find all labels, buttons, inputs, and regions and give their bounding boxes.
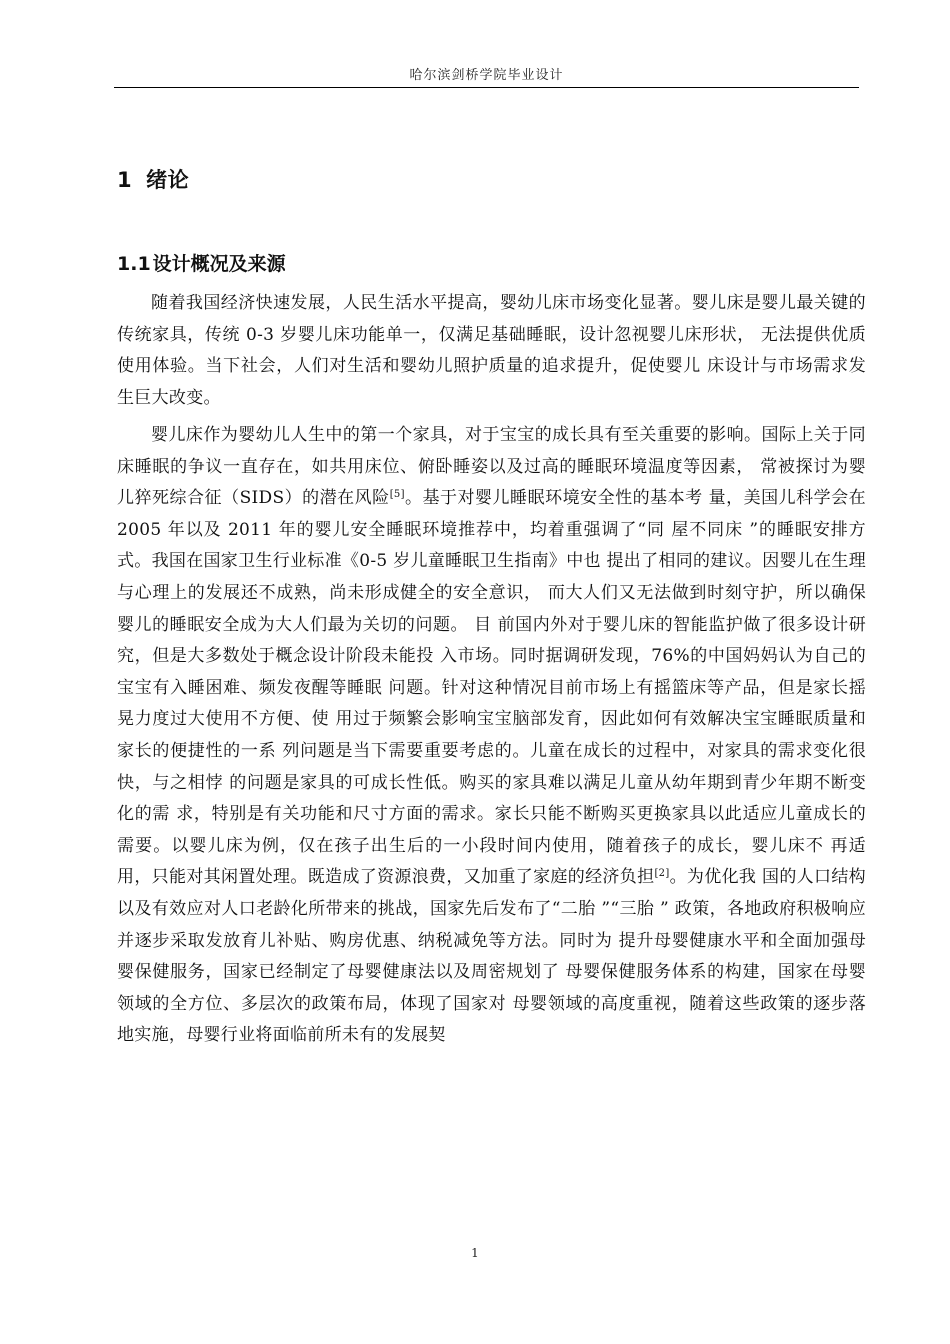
chapter-heading	[117, 164, 189, 194]
citation-5: [5]	[389, 489, 405, 501]
section-heading	[117, 249, 286, 276]
section-title: 设计概况及来源	[152, 253, 286, 275]
paragraph-2	[117, 420, 866, 1052]
chapter-title: 绪论	[146, 168, 190, 192]
citation-2: [2]	[654, 868, 670, 880]
paragraph-2-part-b: 。基于对婴儿睡眠环境安全性的基本考 量，美国儿科学会在 2005 年以及 2011 年的婴儿安全睡眠环境推荐中，均着重强调了“同 屋不同床 ”的睡眠安排方式。我国在国家卫生行业标准《0-5 岁儿童睡眠卫生指南》中也 提出了相同的建议。因婴儿在生理与心理上的发展还不成熟，尚未形成健全的安全意识， 而大人们又无法做到时刻守护，所以确保婴儿的睡眠安全成为大人们最为关切的问题。 目 前国内外对于婴儿床的智能监护做了很多设计研究，但是大多数处于概念设计阶段未能投 入市场。同时据调研发现，76%的中国妈妈认为自己的宝宝有入睡困难、频发夜醒等睡眠 问题。针对这种情况目前市场上有摇篮床等产品，但是家长摇晃力度过大使用不方便、使 用过于频繁会影响宝宝脑部发育，因此如何有效解决宝宝睡眠质量和家长的便捷性的一系 列问题是当下需要重要考虑的。儿童在成长的过程中，对家具的需求变化很快，与之相悖 的问题是家具的可成长性低。购买的家具难以满足儿童从幼年期到青少年期不断变化的需 求，特别是有关功能和尺寸方面的需求。家长只能不断购买更换家具以此适应儿童成长的 需要。以婴儿床为例，仅在孩子出生后的一小段时间内使用，随着孩子的成长，婴儿床不 再适用，只能对其闲置处理。既造成了资源浪费，又加重了家庭的经济负担	[117, 488, 866, 888]
paragraph-2-part-c: 。为优化我 国的人口结构以及有效应对人口老龄化所带来的挑战，国家先后发布了“二胎 ”“三胎 ” 政策，各地政府积极响应并逐步采取发放育儿补贴、购房优惠、纳税减免等方法。同时为 提升母婴健康水平和全面加强母婴保健服务，国家已经制定了母婴健康法以及周密规划了 母婴保健服务体系的构建，国家在母婴领域的全方位、多层次的政策布局，体现了国家对 母婴领域的高度重视，随着这些政策的逐步落地实施，母婴行业将面临前所未有的发展契	[117, 867, 866, 1046]
header-rule	[114, 87, 859, 88]
running-header: 哈尔滨剑桥学院毕业设计	[409, 68, 564, 83]
paragraph-2-part-a: 婴儿床作为婴幼儿人生中的第一个家具，对于宝宝的成长具有至关重要的影响。国际上关于同床睡眠的争议一直存在，如共用床位、俯卧睡姿以及过高的睡眠环境温度等因素， 常被探讨为婴儿猝死综合征（SIDS）的潜在风险	[117, 425, 866, 509]
page-number: 1	[471, 1246, 479, 1260]
paragraph-1: 随着我国经济快速发展，人民生活水平提高，婴幼儿床市场变化显著。婴儿床是婴儿最关键的传统家具，传统 0-3 岁婴儿床功能单一，仅满足基础睡眠，设计忽视婴儿床形状， 无法提供优质使用体验。当下社会，人们对生活和婴幼儿照护质量的追求提升，促使婴儿 床设计与市场需求发生巨大改变。	[117, 293, 866, 408]
chapter-number: 1	[117, 168, 133, 192]
section-number: 1.1	[117, 253, 151, 275]
